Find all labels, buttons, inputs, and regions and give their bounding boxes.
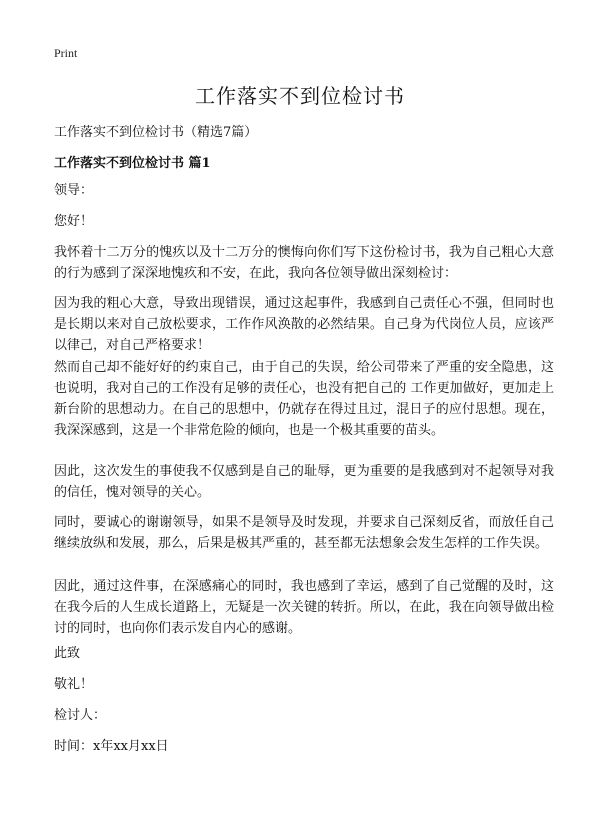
signature-line: 检讨人： (54, 708, 107, 723)
greeting: 您好！ (54, 214, 94, 229)
date-line: 时间：x年xx月xx日 (54, 739, 169, 754)
section-heading: 工作落实不到位检讨书 篇1 (54, 156, 211, 171)
body-paragraph: 因此，这次发生的事使我不仅感到是自己的耻辱，更为重要的是我感到对不起领导对我的信任，愧对领导的关心。 (54, 464, 554, 500)
salutation: 领导： (54, 183, 94, 198)
closing-line: 此致 (54, 646, 81, 661)
body-paragraph: 然而自己却不能好好的约束自己，由于自己的失误，给公司带来了严重的安全隐患，这也说明，我对自己的工作没有足够的责任心，也没有把自己的 工作更加做好，更加走上新台阶的思想动力。在自己的思想中，仍就存在得过且过，混日子的应付思想。现在，我深深感到，这是一个非常危险的倾向，也是一个极其重要的苗头。 (54, 360, 554, 438)
page-title: 工作落实不到位检讨书 (195, 84, 405, 108)
body-paragraph: 我怀着十二万分的愧疚以及十二万分的懊悔向你们写下这份检讨书，我为自己粗心大意的行为感到了深深地愧疚和不安，在此，我向各位领导做出深刻检讨： (54, 245, 554, 281)
print-link[interactable]: Print (54, 46, 78, 60)
document-subtitle: 工作落实不到位检讨书（精选7篇） (54, 125, 258, 140)
body-paragraph: 因此，通过这件事，在深感痛心的同时，我也感到了幸运，感到了自己觉醒的及时，这在我今后的人生成长道路上，无疑是一次关键的转折。所以，在此，我在向领导做出检讨的同时，也向你们表示发自内心的感谢。 (54, 579, 554, 636)
body-paragraph: 因为我的粗心大意，导致出现错误，通过这起事件，我感到自己责任心不强，但同时也是长期以来对自己放松要求，工作作风涣散的必然结果。自己身为代岗位人员，应该严以律己，对自己严格要求！ (54, 296, 554, 353)
body-paragraph: 同时，要诚心的谢谢领导，如果不是领导及时发现，并要求自己深刻反省，而放任自己继续放纵和发展，那么，后果是极其严重的，甚至都无法想象会发生怎样的工作失误。 (54, 515, 554, 551)
closing-salute: 敬礼！ (54, 677, 94, 692)
